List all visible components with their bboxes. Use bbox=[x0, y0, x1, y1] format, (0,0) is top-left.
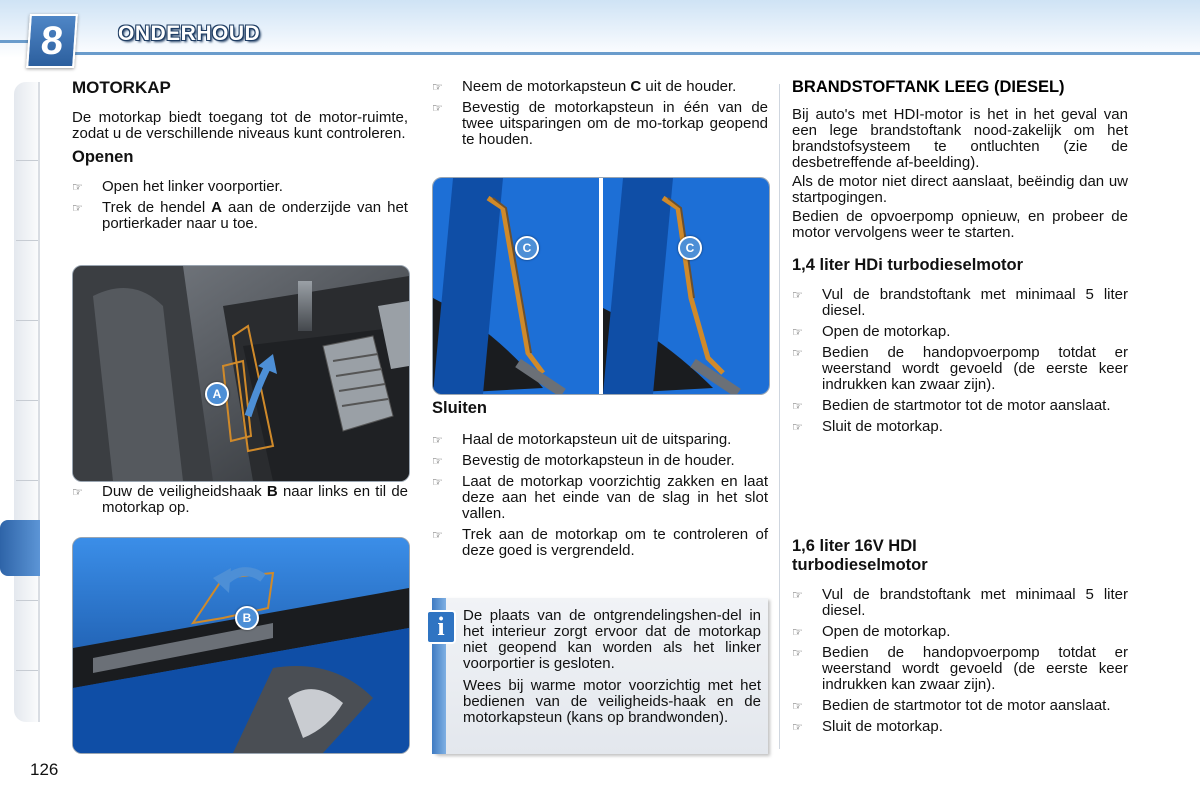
support-rod-list bbox=[432, 79, 768, 148]
list-item bbox=[792, 419, 1128, 435]
pointing-hand-icon: ☞ bbox=[72, 485, 83, 499]
brandstof-paragraph: Als de motor niet direct aanslaat, beëindig dan uw startpogingen. bbox=[792, 173, 1128, 206]
callout-letter: C bbox=[630, 78, 642, 95]
safety-hook-step bbox=[72, 484, 408, 521]
list-item-text: Haal de motorkapsteun uit de uitsparing. bbox=[462, 431, 732, 448]
pointing-hand-icon: ☞ bbox=[792, 420, 803, 434]
list-item-text: Neem de motorkapsteun bbox=[462, 78, 631, 95]
safety-hook-list bbox=[72, 484, 408, 516]
header-rule bbox=[60, 52, 1200, 55]
callout-letter: A bbox=[211, 199, 223, 216]
list-item-text: Trek de hendel bbox=[102, 199, 212, 216]
chapter-title: ONDERHOUD bbox=[118, 22, 261, 45]
brandstof-paragraph: Bij auto's met HDI-motor is het in het geval van een lege brandstoftank nood-zakelijk om het brandstofsysteem te ontluchten (zie de desbetreffende af-beelding). bbox=[792, 106, 1128, 171]
list-item bbox=[792, 624, 1128, 640]
section-title-motorkap: MOTORKAP bbox=[72, 78, 171, 97]
pointing-hand-icon: ☞ bbox=[432, 101, 443, 115]
list-item bbox=[72, 200, 408, 232]
list-item-text: naar links en til de motorkap op. bbox=[102, 483, 408, 516]
brandstof-paragraph: Bedien de opvoerpomp opnieuw, en probeer de motor vervolgens weer te starten. bbox=[792, 208, 1128, 241]
list-item bbox=[432, 453, 768, 469]
callout-a-badge: A bbox=[205, 382, 229, 406]
side-tab-divider bbox=[16, 600, 38, 601]
callout-c-badge-right: C bbox=[678, 236, 702, 260]
middle-column-top bbox=[432, 79, 768, 153]
side-tab-divider bbox=[16, 400, 38, 401]
callout-b-badge: B bbox=[235, 606, 259, 630]
right-column-lower bbox=[792, 537, 1128, 740]
openen-list bbox=[72, 179, 408, 232]
pointing-hand-icon: ☞ bbox=[792, 646, 803, 660]
pointing-hand-icon: ☞ bbox=[432, 528, 443, 542]
list-item bbox=[432, 474, 768, 522]
chapter-number-tab bbox=[26, 14, 78, 68]
column-divider bbox=[779, 84, 780, 749]
list-item-text: Bedien de startmotor tot de motor aanslaat. bbox=[822, 397, 1111, 414]
list-item-text: uit de houder. bbox=[641, 78, 737, 95]
list-item bbox=[72, 484, 408, 516]
callout-c-badge-left: C bbox=[515, 236, 539, 260]
subsection-title-sluiten: Sluiten bbox=[432, 399, 488, 417]
pointing-hand-icon: ☞ bbox=[72, 180, 83, 194]
right-column bbox=[792, 78, 1128, 440]
list-item bbox=[792, 398, 1128, 414]
side-tab-divider bbox=[16, 670, 38, 671]
pointing-hand-icon: ☞ bbox=[792, 625, 803, 639]
list-item bbox=[792, 645, 1128, 693]
info-paragraph: De plaats van de ontgrendelingshen-del in het interieur zorgt ervoor dat de motorkap niet geopend kan worden als het linker voorportier is gesloten. bbox=[463, 607, 761, 672]
hdi-16-list bbox=[792, 587, 1128, 735]
list-item-text: Laat de motorkap voorzichtig zakken en laat deze aan het einde van de slag in het slot vallen. bbox=[462, 473, 768, 522]
side-tab-divider bbox=[16, 320, 38, 321]
list-item-text: Vul de brandstoftank met minimaal 5 liter diesel. bbox=[822, 586, 1128, 619]
bonnet-support-illustration bbox=[433, 178, 769, 394]
subsection-title-line: turbodieselmotor bbox=[792, 556, 928, 574]
hdi-14-list bbox=[792, 287, 1128, 435]
list-item bbox=[792, 587, 1128, 619]
side-chapter-tabs[interactable] bbox=[14, 82, 40, 722]
list-item-text: Vul de brandstoftank met minimaal 5 liter diesel. bbox=[822, 286, 1128, 319]
list-item-text: Bedien de handopvoerpomp totdat er weerstand wordt gevoeld (de eerste keer indrukken kan zwaar zijn). bbox=[822, 644, 1128, 693]
list-item-text: Open het linker voorportier. bbox=[102, 178, 283, 195]
pointing-hand-icon: ☞ bbox=[792, 720, 803, 734]
subsection-title-openen: Openen bbox=[72, 148, 134, 166]
pointing-hand-icon: ☞ bbox=[432, 433, 443, 447]
list-item-text: aan de onderzijde van het portierkader naar u toe. bbox=[102, 199, 408, 232]
list-item bbox=[792, 324, 1128, 340]
list-item-text: Bevestig de motorkapsteun in één van de twee uitsparingen om de mo-torkap geopend te houden. bbox=[462, 99, 768, 148]
callout-letter: B bbox=[266, 483, 278, 500]
list-item bbox=[432, 100, 768, 148]
middle-column-sluiten bbox=[432, 399, 768, 564]
pointing-hand-icon: ☞ bbox=[432, 475, 443, 489]
section-title-brandstoftank: BRANDSTOFTANK LEEG (DIESEL) bbox=[792, 78, 1065, 96]
list-item-text: Bedien de startmotor tot de motor aanslaat. bbox=[822, 697, 1111, 714]
page-number: 126 bbox=[30, 760, 59, 779]
left-column bbox=[72, 78, 408, 237]
pointing-hand-icon: ☞ bbox=[792, 288, 803, 302]
sluiten-list bbox=[432, 432, 768, 559]
list-item bbox=[792, 698, 1128, 714]
pointing-hand-icon: ☞ bbox=[432, 454, 443, 468]
list-item bbox=[432, 432, 768, 448]
list-item bbox=[792, 345, 1128, 393]
pointing-hand-icon: ☞ bbox=[72, 201, 83, 215]
list-item-text: Duw de veiligheidshaak bbox=[102, 483, 267, 500]
info-icon: i bbox=[426, 610, 456, 644]
list-item-text: Open de motorkap. bbox=[822, 323, 951, 340]
list-item bbox=[792, 287, 1128, 319]
side-tab-divider bbox=[16, 480, 38, 481]
side-tab-active[interactable] bbox=[0, 520, 40, 576]
list-item-text: Trek aan de motorkap om te controleren of deze goed is vergrendeld. bbox=[462, 526, 768, 559]
motorkap-intro: De motorkap biedt toegang tot de motor-ruimte, zodat u de verschillende niveaus kunt controleren. bbox=[72, 109, 408, 142]
list-item bbox=[792, 719, 1128, 735]
figure-safety-hook bbox=[72, 537, 410, 754]
side-tab-divider bbox=[16, 160, 38, 161]
subsection-title-line: 1,6 liter 16V HDI bbox=[792, 537, 917, 555]
pointing-hand-icon: ☞ bbox=[792, 588, 803, 602]
pointing-hand-icon: ☞ bbox=[792, 325, 803, 339]
pointing-hand-icon: ☞ bbox=[432, 80, 443, 94]
pointing-hand-icon: ☞ bbox=[792, 399, 803, 413]
figure-bonnet-release-lever bbox=[72, 265, 410, 482]
info-paragraph: Wees bij warme motor voorzichtig met het bedienen van de veiligheids-haak en de motorkapsteun (kans op brandwonden). bbox=[463, 677, 761, 726]
pointing-hand-icon: ☞ bbox=[792, 346, 803, 360]
safety-hook-illustration bbox=[73, 538, 409, 753]
list-item-text: Bevestig de motorkapsteun in de houder. bbox=[462, 452, 735, 469]
list-item-text: Sluit de motorkap. bbox=[822, 718, 943, 735]
subsection-title-14-hdi: 1,4 liter HDi turbodieselmotor bbox=[792, 256, 1024, 274]
list-item bbox=[432, 79, 768, 95]
list-item-text: Sluit de motorkap. bbox=[822, 418, 943, 435]
lever-illustration bbox=[73, 266, 409, 481]
pointing-hand-icon: ☞ bbox=[792, 699, 803, 713]
list-item-text: Bedien de handopvoerpomp totdat er weerstand wordt gevoeld (de eerste keer indrukken kan zwaar zijn). bbox=[822, 344, 1128, 393]
list-item-text: Open de motorkap. bbox=[822, 623, 951, 640]
list-item bbox=[72, 179, 408, 195]
side-tab-divider bbox=[16, 240, 38, 241]
figure-bonnet-support bbox=[432, 177, 770, 395]
list-item bbox=[432, 527, 768, 559]
info-text bbox=[463, 608, 761, 726]
subsection-title-16-hdi bbox=[792, 537, 1128, 575]
chapter-number: 8 bbox=[39, 19, 65, 63]
